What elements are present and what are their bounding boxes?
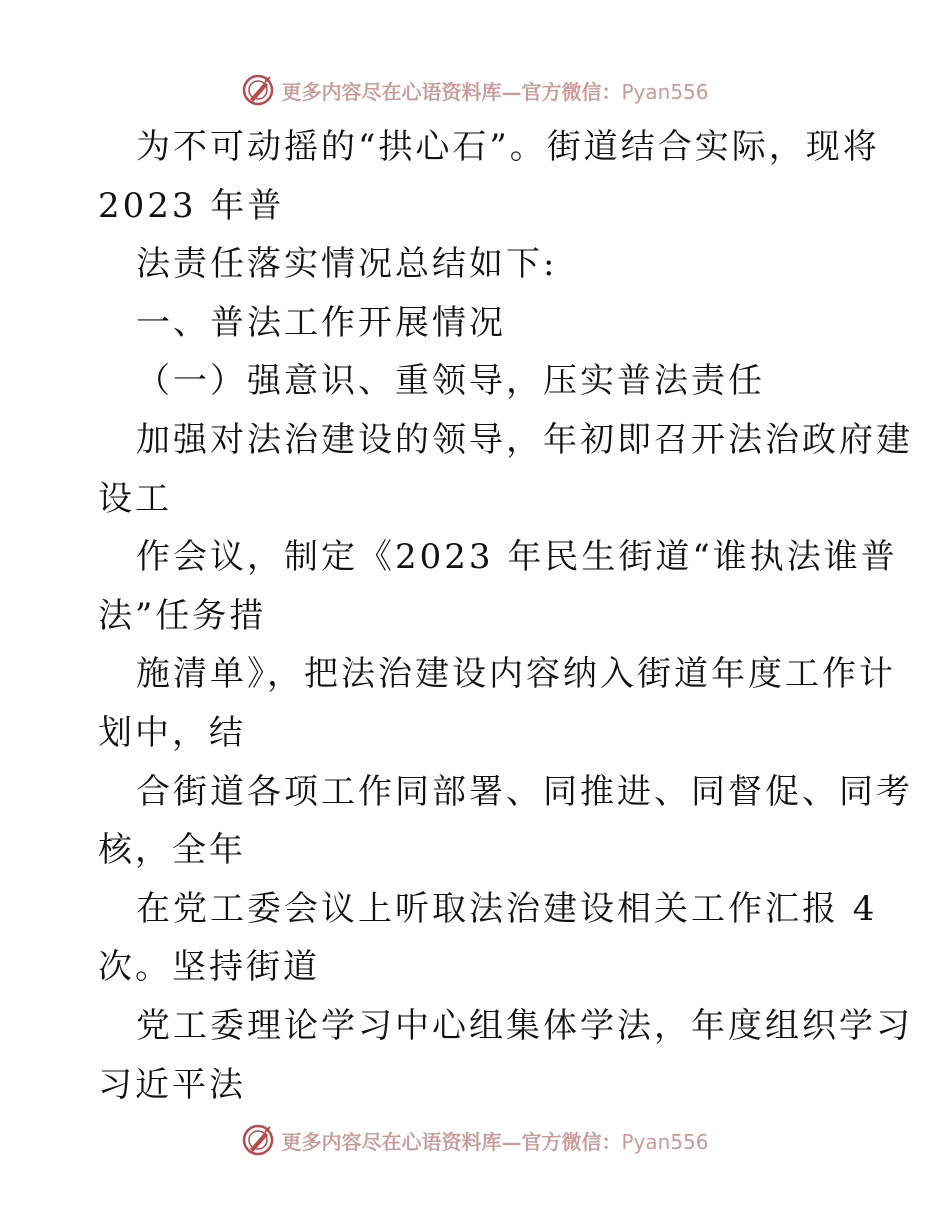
header-banner-text: 更多内容尽在心语资料库—官方微信：Pyan556	[281, 79, 709, 104]
body-line: 次。坚持街道	[98, 947, 320, 988]
header-banner	[0, 70, 950, 110]
body-line: 法”任务措	[98, 595, 267, 636]
header-wechat-id: Pyan556	[621, 79, 709, 104]
footer-banner	[0, 1120, 950, 1160]
body-line: 加强对法治建设的领导，年初即召开法治政府建	[136, 419, 913, 460]
section-heading: 一、普法工作开展情况	[136, 302, 506, 343]
pen-circle-logo-icon	[241, 1123, 275, 1157]
body-line: 核，全年	[98, 830, 246, 871]
body-line: 2023 年普	[98, 185, 285, 226]
body-line: 习近平法	[98, 1064, 246, 1105]
body-line: 在党工委会议上听取法治建设相关工作汇报 4	[136, 888, 878, 929]
body-line: 党工委理论学习中心组集体学法，年度组织学习	[136, 1005, 913, 1046]
footer-wechat-id: Pyan556	[621, 1129, 709, 1154]
footer-banner-text: 更多内容尽在心语资料库—官方微信：Pyan556	[281, 1129, 709, 1154]
body-line: 施清单》，把法治建设内容纳入街道年度工作计	[136, 654, 896, 695]
body-line: 划中，结	[98, 712, 246, 753]
document-body	[98, 118, 913, 1114]
pen-circle-logo-icon	[241, 73, 275, 107]
body-line: 设工	[98, 478, 172, 519]
subsection-heading: （一）强意识、重领导，压实普法责任	[136, 361, 765, 402]
body-line: 为不可动摇的“拱心石”。街道结合实际，现将	[136, 127, 880, 167]
body-line: 作会议，制定《2023 年民生街道“谁执法谁普	[136, 537, 898, 578]
body-line: 合街道各项工作同部署、同推进、同督促、同考	[136, 771, 913, 812]
body-line: 法责任落实情况总结如下:	[136, 244, 558, 285]
